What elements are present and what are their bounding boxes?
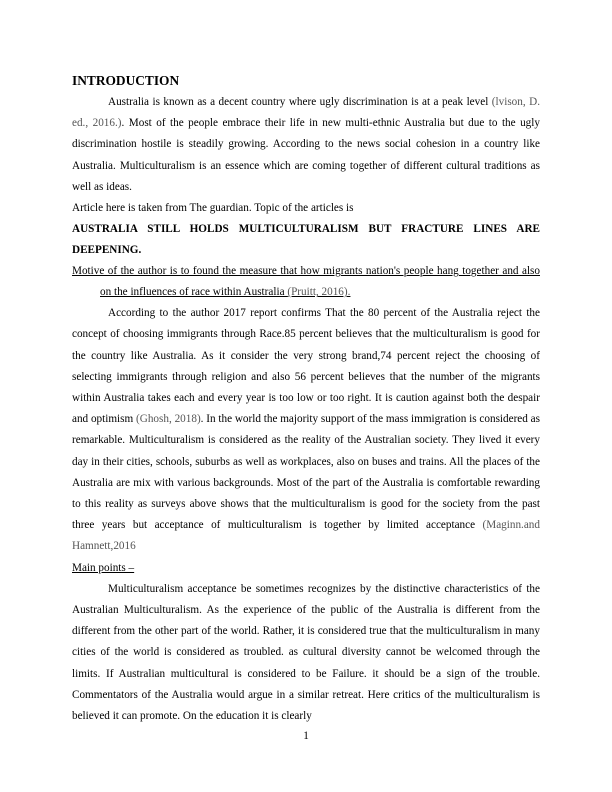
motive-citation: (Pruitt, 2016). xyxy=(287,286,351,299)
main-points-label: Main points – xyxy=(72,561,135,574)
article-title: AUSTRALIA STILL HOLDS MULTICULTURALISM BUT FRACTURE LINES ARE DEEPENING. xyxy=(72,223,540,257)
report-text-b: . In the world the majority support of the mass immigration is considered as remarkable. Multiculturalism is considered as the reality of the Australian society. They lived it every day in their cities, schools, suburbs as well as workplaces, also on buses and trains. All the places of the Australia are mix with various backgrounds. Most of the part of the Australia is comfortable rewarding to this reality as surveys above shows that the multiculturalism is good for the society from the past three years but acceptance of multiculturalism is together by limited acceptance xyxy=(72,413,540,532)
motive-text: Motive of the author is to found the measure that how migrants nation's people hang together and also on the influences of race within Australia xyxy=(72,265,540,299)
report-text-a: According to the author 2017 report confirms That the 80 percent of the Australia reject the concept of choosing immigrants through Race.85 percent believes that the multiculturalism is good for the country like Australia. As it consider the very strong brand,74 percent reject the choosing of selecting immigrants through religion and also 56 percent believes that the number of the migrants within Australia takes each and every year is too low or too right. It is caution against both the despair and optimism xyxy=(72,307,540,426)
report-citation-1: (Ghosh, 2018) xyxy=(136,413,201,426)
author-motive xyxy=(72,261,540,303)
page-number: 1 xyxy=(303,730,309,742)
intro-text-b: . Most of the people embrace their life in new multi-ethnic Australia but due to the ugly discrimination hostile is steadily growing. According to the news social cohesion in a country like Australia. Multiculturalism is an essence which are coming together of different cultural traditions as well as ideas. xyxy=(72,117,540,193)
intro-text-a: Australia is known as a decent country where ugly discrimination is at a peak level xyxy=(108,96,492,108)
page-content xyxy=(72,72,540,727)
report-citation-2: (Maginn.and Hamnett,2016 xyxy=(72,519,540,553)
intro-citation: (lvison, D. ed., 2016.) xyxy=(72,96,540,130)
article-source-line: Article here is taken from The guardian. Topic of the articles is xyxy=(72,202,354,215)
main-points-paragraph: Multiculturalism acceptance be sometimes recognizes by the distinctive characteristics of the Australian Multiculturalism. As the experience of the public of the Australia is different from the different from the other part of the world. Rather, it is considered true that the multiculturalism in many cities of the world is considered as troubled. as cultural diversity cannot be welcomed through the limits. If Australian multicultural is considered to be Failure. it should be a sign of the trouble. Commentators of the Australia would argue in a similar retreat. Here critics of the multiculturalism is believed it can promote. On the education it is clearly xyxy=(72,582,540,723)
report-paragraph xyxy=(72,303,540,557)
intro-paragraph xyxy=(72,92,540,198)
section-heading: INTRODUCTION xyxy=(72,73,180,88)
